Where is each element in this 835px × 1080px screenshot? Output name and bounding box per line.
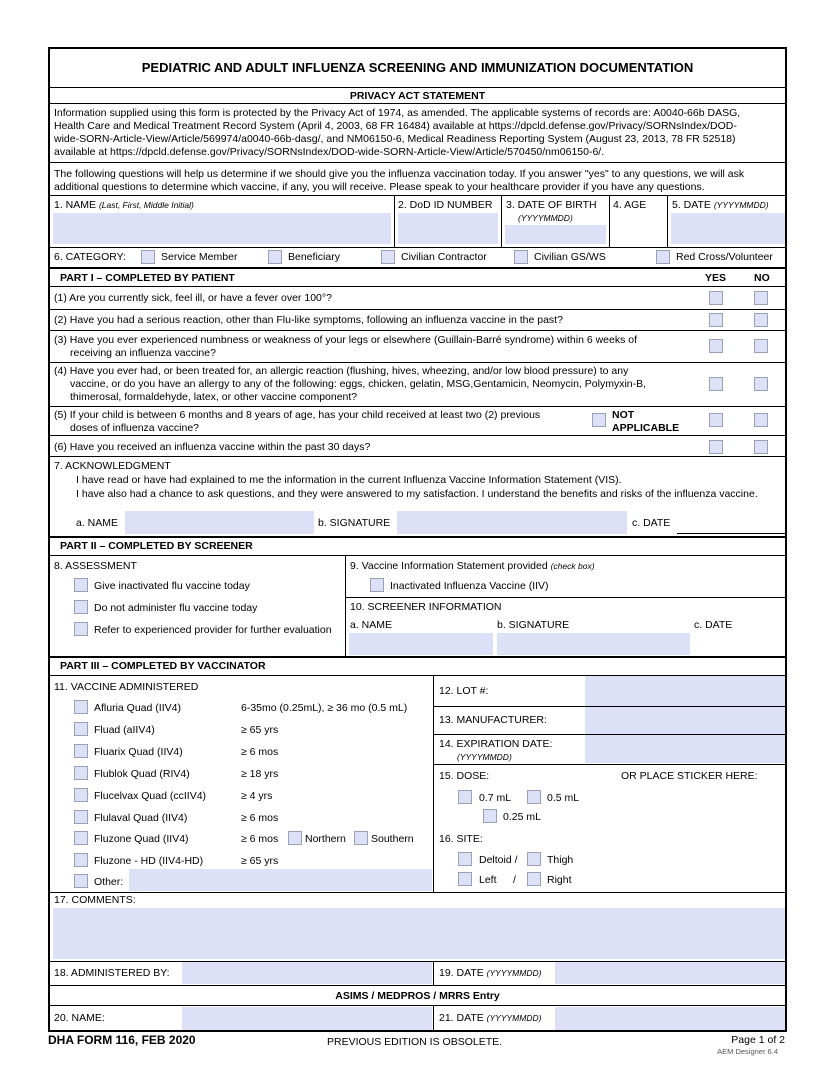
screener-signature-label: b. SIGNATURE <box>497 619 570 631</box>
vaccine-checkbox[interactable] <box>74 853 88 867</box>
obsolete-notice: PREVIOUS EDITION IS OBSOLETE. <box>327 1036 503 1048</box>
vaccine-name: Fluad (aIIV4) <box>94 724 155 736</box>
q1-no-checkbox[interactable] <box>754 291 768 305</box>
divider <box>49 286 786 287</box>
name20-label: 20. NAME: <box>54 1012 105 1024</box>
category-option-label: Civilian GS/WS <box>534 251 606 263</box>
privacy-heading: PRIVACY ACT STATEMENT <box>349 90 486 102</box>
site-label: 16. SITE: <box>439 833 483 845</box>
date19-field[interactable] <box>555 962 785 984</box>
intro-line: additional questions to determine which vaccine, if any, you will receive. Please speak to your healthcare provider if you have any questions. <box>54 181 705 193</box>
privacy-line: wide-SORN-Article-View/Article/569974/a0040-66b-dasg/, and NM06150-6, Medical Readiness Reporting System (August 23, 2013, 78 FR 52518) <box>54 133 736 145</box>
divider <box>49 267 786 269</box>
vaccine-checkbox[interactable] <box>74 788 88 802</box>
site-separator: / <box>513 874 516 886</box>
category-service-member-checkbox[interactable] <box>141 250 155 264</box>
divider <box>49 330 786 331</box>
vaccine-checkbox[interactable] <box>74 766 88 780</box>
q5-yes-checkbox[interactable] <box>709 413 723 427</box>
vaccine-name: Fluzone - HD (IIV4-HD) <box>94 855 204 867</box>
divider <box>394 196 395 248</box>
site-option: Deltoid / <box>479 854 518 866</box>
question-4-cont: vaccine, or do you have an allergy to any of the following: eggs, chicken, gelatin, MSG,Gentamicin, Neomycin, Polymyxin-B, <box>70 378 647 390</box>
assessment-option: Give inactivated flu vaccine today <box>94 580 250 592</box>
ack-signature-field[interactable] <box>397 511 627 534</box>
screener-signature-field[interactable] <box>497 633 690 655</box>
not-applicable-label: NOT <box>612 409 635 421</box>
dose-option: 0.7 mL <box>479 792 512 804</box>
question-2: (2) Have you had a serious reaction, other than Flu-like symptoms, following an influenza vaccine in the past? <box>54 314 563 326</box>
divider <box>345 555 346 656</box>
northern-checkbox[interactable] <box>288 831 302 845</box>
q6-no-checkbox[interactable] <box>754 440 768 454</box>
screener-name-field[interactable] <box>349 633 493 655</box>
no-header: NO <box>754 272 770 284</box>
divider <box>667 196 668 248</box>
dose-label: 15. DOSE: <box>439 770 490 782</box>
dob-hint: (YYYYMMDD) <box>518 213 573 223</box>
dod-id-field[interactable] <box>398 213 498 244</box>
ack-date-line[interactable] <box>677 533 785 534</box>
screener-name-label: a. NAME <box>350 619 393 631</box>
q1-yes-checkbox[interactable] <box>709 291 723 305</box>
date19-label: 19. DATE (YYYYMMDD) <box>439 967 542 979</box>
divider <box>433 962 434 985</box>
acknowledgment-line: I have also had a chance to ask questions, and they were answered to my satisfaction. I understand the benefits and risks of the influenza vaccine. <box>76 488 758 500</box>
date21-label: 21. DATE (YYYYMMDD) <box>439 1012 542 1024</box>
intro-line: The following questions will help us determine if we should give you the influenza vaccination today. If you answer "yes" to any questions, we will ask <box>54 168 745 180</box>
dose-025-checkbox[interactable] <box>483 809 497 823</box>
divider <box>609 196 610 248</box>
vaccine-age: ≥ 18 yrs <box>241 768 279 780</box>
northern-label: Northern <box>305 833 346 845</box>
site-right-checkbox[interactable] <box>527 872 541 886</box>
divider <box>49 656 786 658</box>
vis-iiv-checkbox[interactable] <box>370 578 384 592</box>
divider <box>501 196 502 248</box>
site-option: Left <box>479 874 497 886</box>
vaccine-other-checkbox[interactable] <box>74 874 88 888</box>
yes-header: YES <box>705 272 727 284</box>
vaccine-age: ≥ 65 yrs <box>241 855 279 867</box>
lot-field[interactable] <box>585 676 785 706</box>
category-red-cross-checkbox[interactable] <box>656 250 670 264</box>
vaccine-name: Afluria Quad (IIV4) <box>94 702 181 714</box>
category-civilian-gsws-checkbox[interactable] <box>514 250 528 264</box>
dod-id-label: 2. DoD ID NUMBER <box>398 199 493 211</box>
divider <box>49 985 786 986</box>
question-3-cont: receiving an influenza vaccine? <box>70 347 216 359</box>
comments-field[interactable] <box>53 908 785 959</box>
page-number: Page 1 of 2 <box>731 1034 785 1046</box>
category-label: 6. CATEGORY: <box>54 251 126 263</box>
category-option-label: Beneficiary <box>288 251 340 263</box>
vaccine-name: Fluarix Quad (IIV4) <box>94 746 183 758</box>
vaccine-checkbox[interactable] <box>74 810 88 824</box>
age-label: 4. AGE <box>613 199 647 211</box>
assessment-label: 8. ASSESSMENT <box>54 560 137 572</box>
southern-label: Southern <box>371 833 414 845</box>
q6-yes-checkbox[interactable] <box>709 440 723 454</box>
vaccine-age: ≥ 4 yrs <box>241 790 273 802</box>
ack-signature-label: b. SIGNATURE <box>318 517 391 529</box>
divider <box>49 103 786 104</box>
question-4-cont: thimerosal, formaldehyde, latex, or other vaccine component? <box>70 391 358 403</box>
vaccine-other-label: Other: <box>94 876 124 888</box>
vaccine-age: ≥ 65 yrs <box>241 724 279 736</box>
designer-version: AEM Designer 6.4 <box>717 1047 778 1056</box>
divider <box>49 362 786 363</box>
question-3: (3) Have you ever experienced numbness or weakness of your legs or elsewhere (Guillain-Barré syndrome) within 6 weeks of <box>54 334 638 346</box>
question-6: (6) Have you received an influenza vaccine within the past 30 days? <box>54 441 371 453</box>
category-beneficiary-checkbox[interactable] <box>268 250 282 264</box>
part2-heading: PART II – COMPLETED BY SCREENER <box>60 540 253 552</box>
assessment-give-checkbox[interactable] <box>74 578 88 592</box>
category-option-label: Red Cross/Volunteer <box>676 251 773 263</box>
acknowledgment-line: I have read or have had explained to me the information in the current Influenza Vaccine Information Statement (VIS). <box>76 474 622 486</box>
assessment-do-not-checkbox[interactable] <box>74 600 88 614</box>
vaccine-checkbox[interactable] <box>74 722 88 736</box>
q5-no-checkbox[interactable] <box>754 413 768 427</box>
date-label: 5. DATE (YYYYMMDD) <box>672 199 769 211</box>
site-left-checkbox[interactable] <box>458 872 472 886</box>
vis-label: 9. Vaccine Information Statement provided (check box) <box>350 560 595 572</box>
expiration-label: 14. EXPIRATION DATE: <box>439 738 553 750</box>
assessment-option: Refer to experienced provider for further evaluation <box>94 624 332 636</box>
vaccine-checkbox[interactable] <box>74 831 88 845</box>
form-title: PEDIATRIC AND ADULT INFLUENZA SCREENING AND IMMUNIZATION DOCUMENTATION <box>141 60 694 75</box>
vaccine-checkbox[interactable] <box>74 700 88 714</box>
vaccine-name: Flucelvax Quad (ccIIV4) <box>94 790 207 802</box>
privacy-line: Health Care and Medical Treatment Record System (April 4, 2003, 68 FR 16484) available at https://dpcld.defense.gov/Privacy/SORNsIndex/DOD- <box>54 120 737 132</box>
divider <box>49 456 786 457</box>
ack-name-label: a. NAME <box>76 517 119 529</box>
category-option-label: Service Member <box>161 251 238 263</box>
category-option-label: Civilian Contractor <box>401 251 487 263</box>
q2-no-checkbox[interactable] <box>754 313 768 327</box>
part1-heading: PART I – COMPLETED BY PATIENT <box>60 272 235 284</box>
part3-heading: PART III – COMPLETED BY VACCINATOR <box>60 660 266 672</box>
divider <box>49 536 786 538</box>
not-applicable-label: APPLICABLE <box>612 422 680 434</box>
category-civilian-contractor-checkbox[interactable] <box>381 250 395 264</box>
question-4: (4) Have you ever had, or been treated for, an allergic reaction (flushing, hives, wheezing, and/or low blood pressure) to any <box>54 365 629 377</box>
divider <box>49 555 786 556</box>
q4-yes-checkbox[interactable] <box>709 377 723 391</box>
administered-by-field[interactable] <box>182 962 432 984</box>
vaccine-age: ≥ 6 mos <box>241 833 279 845</box>
vaccine-age: 6-35mo (0.25mL), ≥ 36 mo (0.5 mL) <box>241 702 408 714</box>
vaccine-age: ≥ 6 mos <box>241 812 279 824</box>
site-option: Thigh <box>547 854 574 866</box>
manufacturer-field[interactable] <box>585 707 785 734</box>
site-thigh-checkbox[interactable] <box>527 852 541 866</box>
site-deltoid-checkbox[interactable] <box>458 852 472 866</box>
divider <box>49 195 786 196</box>
expiration-field[interactable] <box>585 735 785 763</box>
divider <box>49 309 786 310</box>
ack-name-field[interactable] <box>125 511 314 534</box>
date-field[interactable] <box>671 213 785 244</box>
name20-field[interactable] <box>182 1007 432 1030</box>
asims-heading: ASIMS / MEDPROS / MRRS Entry <box>335 990 500 1002</box>
manufacturer-label: 13. MANUFACTURER: <box>439 714 547 726</box>
site-option: Right <box>547 874 572 886</box>
divider <box>434 764 786 765</box>
form-number: DHA FORM 116, FEB 2020 <box>48 1033 196 1047</box>
lot-label: 12. LOT #: <box>439 685 489 697</box>
dob-field[interactable] <box>505 225 606 244</box>
privacy-line: available at https://dpcld.defense.gov/Privacy/SORNsIndex/DOD-wide-SORN-Article-View/Article/570450/nm06150-6/. <box>54 146 605 158</box>
divider <box>433 675 434 892</box>
expiration-hint: (YYYYMMDD) <box>457 752 512 762</box>
divider <box>49 892 786 893</box>
ack-date-label: c. DATE <box>632 517 671 529</box>
screener-label: 10. SCREENER INFORMATION <box>350 601 502 613</box>
administered-by-label: 18. ADMINISTERED BY: <box>54 967 170 979</box>
assessment-option: Do not administer flu vaccine today <box>94 602 258 614</box>
q2-yes-checkbox[interactable] <box>709 313 723 327</box>
divider <box>433 1006 434 1031</box>
dob-label: 3. DATE OF BIRTH <box>506 199 597 211</box>
screener-date-label: c. DATE <box>694 619 733 631</box>
question-5: (5) If your child is between 6 months and 8 years of age, has your child received at least two (2) previous <box>54 409 541 421</box>
name-label: 1. NAME (Last, First, Middle Initial) <box>54 199 194 211</box>
dose-option: 0.25 mL <box>503 811 541 823</box>
vis-option: Inactivated Influenza Vaccine (IIV) <box>390 580 549 592</box>
divider <box>49 406 786 407</box>
dose-option: 0.5 mL <box>547 792 580 804</box>
southern-checkbox[interactable] <box>354 831 368 845</box>
question-5-cont: doses of influenza vaccine? <box>70 422 199 434</box>
q3-no-checkbox[interactable] <box>754 339 768 353</box>
comments-label: 17. COMMENTS: <box>54 894 136 906</box>
vaccine-checkbox[interactable] <box>74 744 88 758</box>
q5-not-applicable-checkbox[interactable] <box>592 413 606 427</box>
vaccine-name: Flulaval Quad (IIV4) <box>94 812 188 824</box>
date21-field[interactable] <box>555 1007 785 1030</box>
name-field[interactable] <box>53 213 391 244</box>
divider <box>49 87 786 88</box>
vaccine-other-field[interactable] <box>129 869 432 891</box>
vaccine-age: ≥ 6 mos <box>241 746 279 758</box>
divider <box>346 597 786 598</box>
acknowledgment-label: 7. ACKNOWLEDGMENT <box>54 460 171 472</box>
vaccine-name: Fluzone Quad (IIV4) <box>94 833 189 845</box>
divider <box>49 162 786 163</box>
divider <box>49 1005 786 1006</box>
dose-07-checkbox[interactable] <box>458 790 472 804</box>
divider <box>49 247 786 248</box>
vaccine-name: Flublok Quad (RIV4) <box>94 768 190 780</box>
vaccine-label: 11. VACCINE ADMINISTERED <box>54 681 199 693</box>
q3-yes-checkbox[interactable] <box>709 339 723 353</box>
sticker-label: OR PLACE STICKER HERE: <box>621 770 758 782</box>
dose-05-checkbox[interactable] <box>527 790 541 804</box>
question-1: (1) Are you currently sick, feel ill, or have a fever over 100°? <box>54 292 332 304</box>
privacy-line: Information supplied using this form is protected by the Privacy Act of 1974, as amended. The applicable systems of records are: A0040-66b DASG, <box>54 107 741 119</box>
q4-no-checkbox[interactable] <box>754 377 768 391</box>
assessment-refer-checkbox[interactable] <box>74 622 88 636</box>
divider <box>49 435 786 436</box>
